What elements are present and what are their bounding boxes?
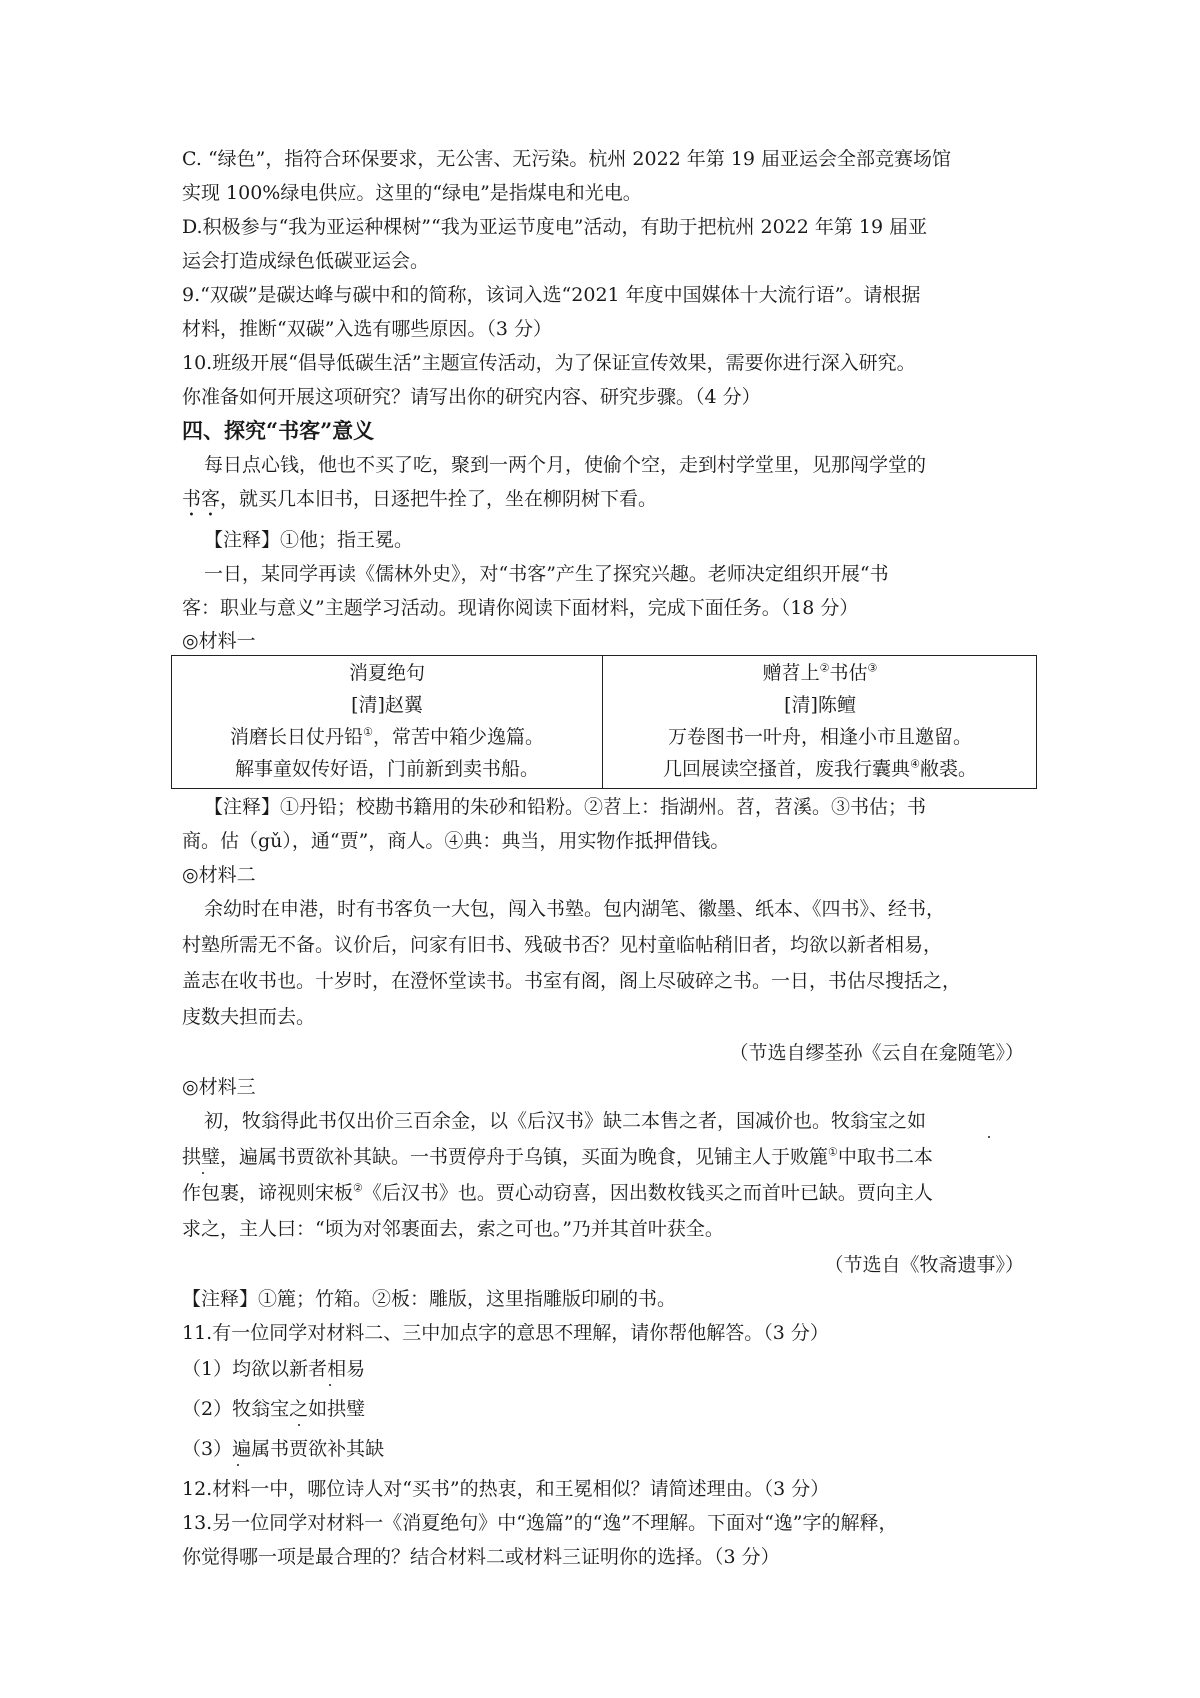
emphasized-word: 书客 xyxy=(182,488,221,510)
intro-line1: 一日，某同学再读《儒林外史》，对“书客”产生了探究兴趣。老师决定组织开展“书 xyxy=(204,563,889,585)
question-11-item1: （1）均欲以新者相易 xyxy=(182,1358,366,1380)
material-2-line4: 庋数夫担而去。 xyxy=(182,1006,316,1028)
poem-2-line2: 几回展读空搔首，废我行囊典④敝裘。 xyxy=(663,757,977,780)
material-3-line3: 作包裹，谛视则宋板②《后汉书》也。贾心动窃喜，因出数枚钱买之而首叶已缺。贾向主人 xyxy=(182,1181,933,1204)
section-heading: 四、探究“书客”意义 xyxy=(182,418,375,443)
material-3-label: ◎材料三 xyxy=(182,1076,256,1098)
question-13-line2: 你觉得哪一项是最合理的？结合材料二或材料三证明你的选择。（3 分） xyxy=(182,1546,780,1568)
passage-note: 【注释】①他；指王冕。 xyxy=(204,529,414,551)
emphasis-dot xyxy=(202,1172,204,1174)
emphasis-dot xyxy=(298,1424,300,1426)
question-10-line2: 你准备如何开展这项研究？请写出你的研究内容、研究步骤。（4 分） xyxy=(182,386,761,408)
option-d-line1: D.积极参与“我为亚运种棵树”“我为亚运节度电”活动，有助于把杭州 2022 年第 19 届亚 xyxy=(182,216,928,238)
material-3-line2: 拱璧，遍属书贾欲补其缺。一书贾停舟于乌镇，买面为晚食，见铺主人于败簏①中取书二本 xyxy=(182,1145,933,1168)
question-9-line1: 9.“双碳”是碳达峰与碳中和的简称，该词入选“2021 年度中国媒体十大流行语”。请根据 xyxy=(182,284,921,306)
poem-1-author: [清]赵翼 xyxy=(351,694,423,716)
emphasis-dot xyxy=(988,1136,990,1138)
poem-1-title: 消夏绝句 xyxy=(348,662,425,684)
question-11-stem: 11.有一位同学对材料二、三中加点字的意思不理解，请你帮他解答。（3 分） xyxy=(182,1322,829,1344)
emphasis-dot xyxy=(329,1384,331,1386)
question-11-item2: （2）牧翁宝之如拱璧 xyxy=(182,1398,366,1420)
poem-1-line2: 解事童奴传好语，门前新到卖书船。 xyxy=(234,758,539,780)
material-3-note: 【注释】①簏；竹箱。②板：雕版，这里指雕版印刷的书。 xyxy=(182,1288,677,1310)
intro-line2: 客：职业与意义”主题学习活动。现请你阅读下面材料，完成下面任务。（18 分） xyxy=(182,597,859,619)
option-c-line2: 实现 100%绿电供应。这里的“绿电”是指煤电和光电。 xyxy=(182,182,642,204)
material-2-label: ◎材料二 xyxy=(182,864,256,886)
poem-2 xyxy=(604,656,1036,788)
poem-2-title: 赠苕上②书估③ xyxy=(762,661,878,684)
option-c-line1: C. “绿色”，指符合环保要求，无公害、无污染。杭州 2022 年第 19 届亚运会全部竞赛场馆 xyxy=(182,148,952,170)
poem-1 xyxy=(172,656,603,788)
material-3-line4: 求之，主人曰：“顷为对邻裹面去，索之可也。”乃并其首叶获全。 xyxy=(182,1218,724,1240)
material-1-note-line1: 【注释】①丹铅；校勘书籍用的朱砂和铅粉。②苕上：指湖州。苕，苕溪。③书估；书 xyxy=(204,796,927,818)
question-9-line2: 材料，推断“双碳”入选有哪些原因。（3 分） xyxy=(182,318,553,340)
material-2-line3: 盖志在收书也。十岁时，在澄怀堂读书。书室有阁，阁上尽破碎之书。一日，书估尽搜括之， xyxy=(182,970,962,992)
material-1-label: ◎材料一 xyxy=(182,630,256,652)
poem-2-line1: 万卷图书一叶舟，相逢小市且邀留。 xyxy=(667,726,972,748)
question-13-line1: 13.另一位同学对材料一《消夏绝句》中“逸篇”的“逸”不理解。下面对“逸”字的解释， xyxy=(182,1512,898,1534)
poem-table xyxy=(171,655,1037,789)
question-12-stem: 12.材料一中，哪位诗人对“买书”的热衷，和王冕相似？请简述理由。（3 分） xyxy=(182,1478,830,1500)
material-3-source: （节选自《牧斋遗事》） xyxy=(824,1254,1024,1276)
material-3-line1: 初，牧翁得此书仅出价三百余金，以《后汉书》缺二本售之者，国减价也。牧翁宝之如 xyxy=(204,1110,927,1132)
question-11-item3: （3）遍属书贾欲补其缺 xyxy=(182,1438,385,1460)
passage-line2: 书客，就买几本旧书，日逐把牛拴了，坐在柳阴树下看。 xyxy=(182,488,658,510)
material-1-note-line2: 商。估（gǔ），通“贾”，商人。④典：典当，用实物作抵押借钱。 xyxy=(182,830,730,852)
option-d-line2: 运会打造成绿色低碳亚运会。 xyxy=(182,250,430,272)
passage-line1: 每日点心钱，他也不买了吃，聚到一两个月，使偷个空，走到村学堂里，见那闯学堂的 xyxy=(204,454,927,476)
material-2-source: （节选自缪荃孙《云自在龛随笔》） xyxy=(729,1042,1024,1064)
question-10-line1: 10.班级开展“倡导低碳生活”主题宣传活动，为了保证宣传效果，需要你进行深入研究。 xyxy=(182,352,916,374)
emphasis-dot xyxy=(237,1464,239,1466)
poem-2-author: [清]陈鳣 xyxy=(784,694,856,716)
material-2-line2: 村塾所需无不备。议价后，问家有旧书、残破书否？见村童临帖稍旧者，均欲以新者相易， xyxy=(182,934,943,956)
material-2-line1: 余幼时在申港，时有书客负一大包，闯入书塾。包内湖笔、徽墨、纸本、《四书》、经书， xyxy=(204,898,946,920)
poem-1-line1: 消磨长日仗丹铅①，常苦中箱少逸篇。 xyxy=(230,725,544,748)
